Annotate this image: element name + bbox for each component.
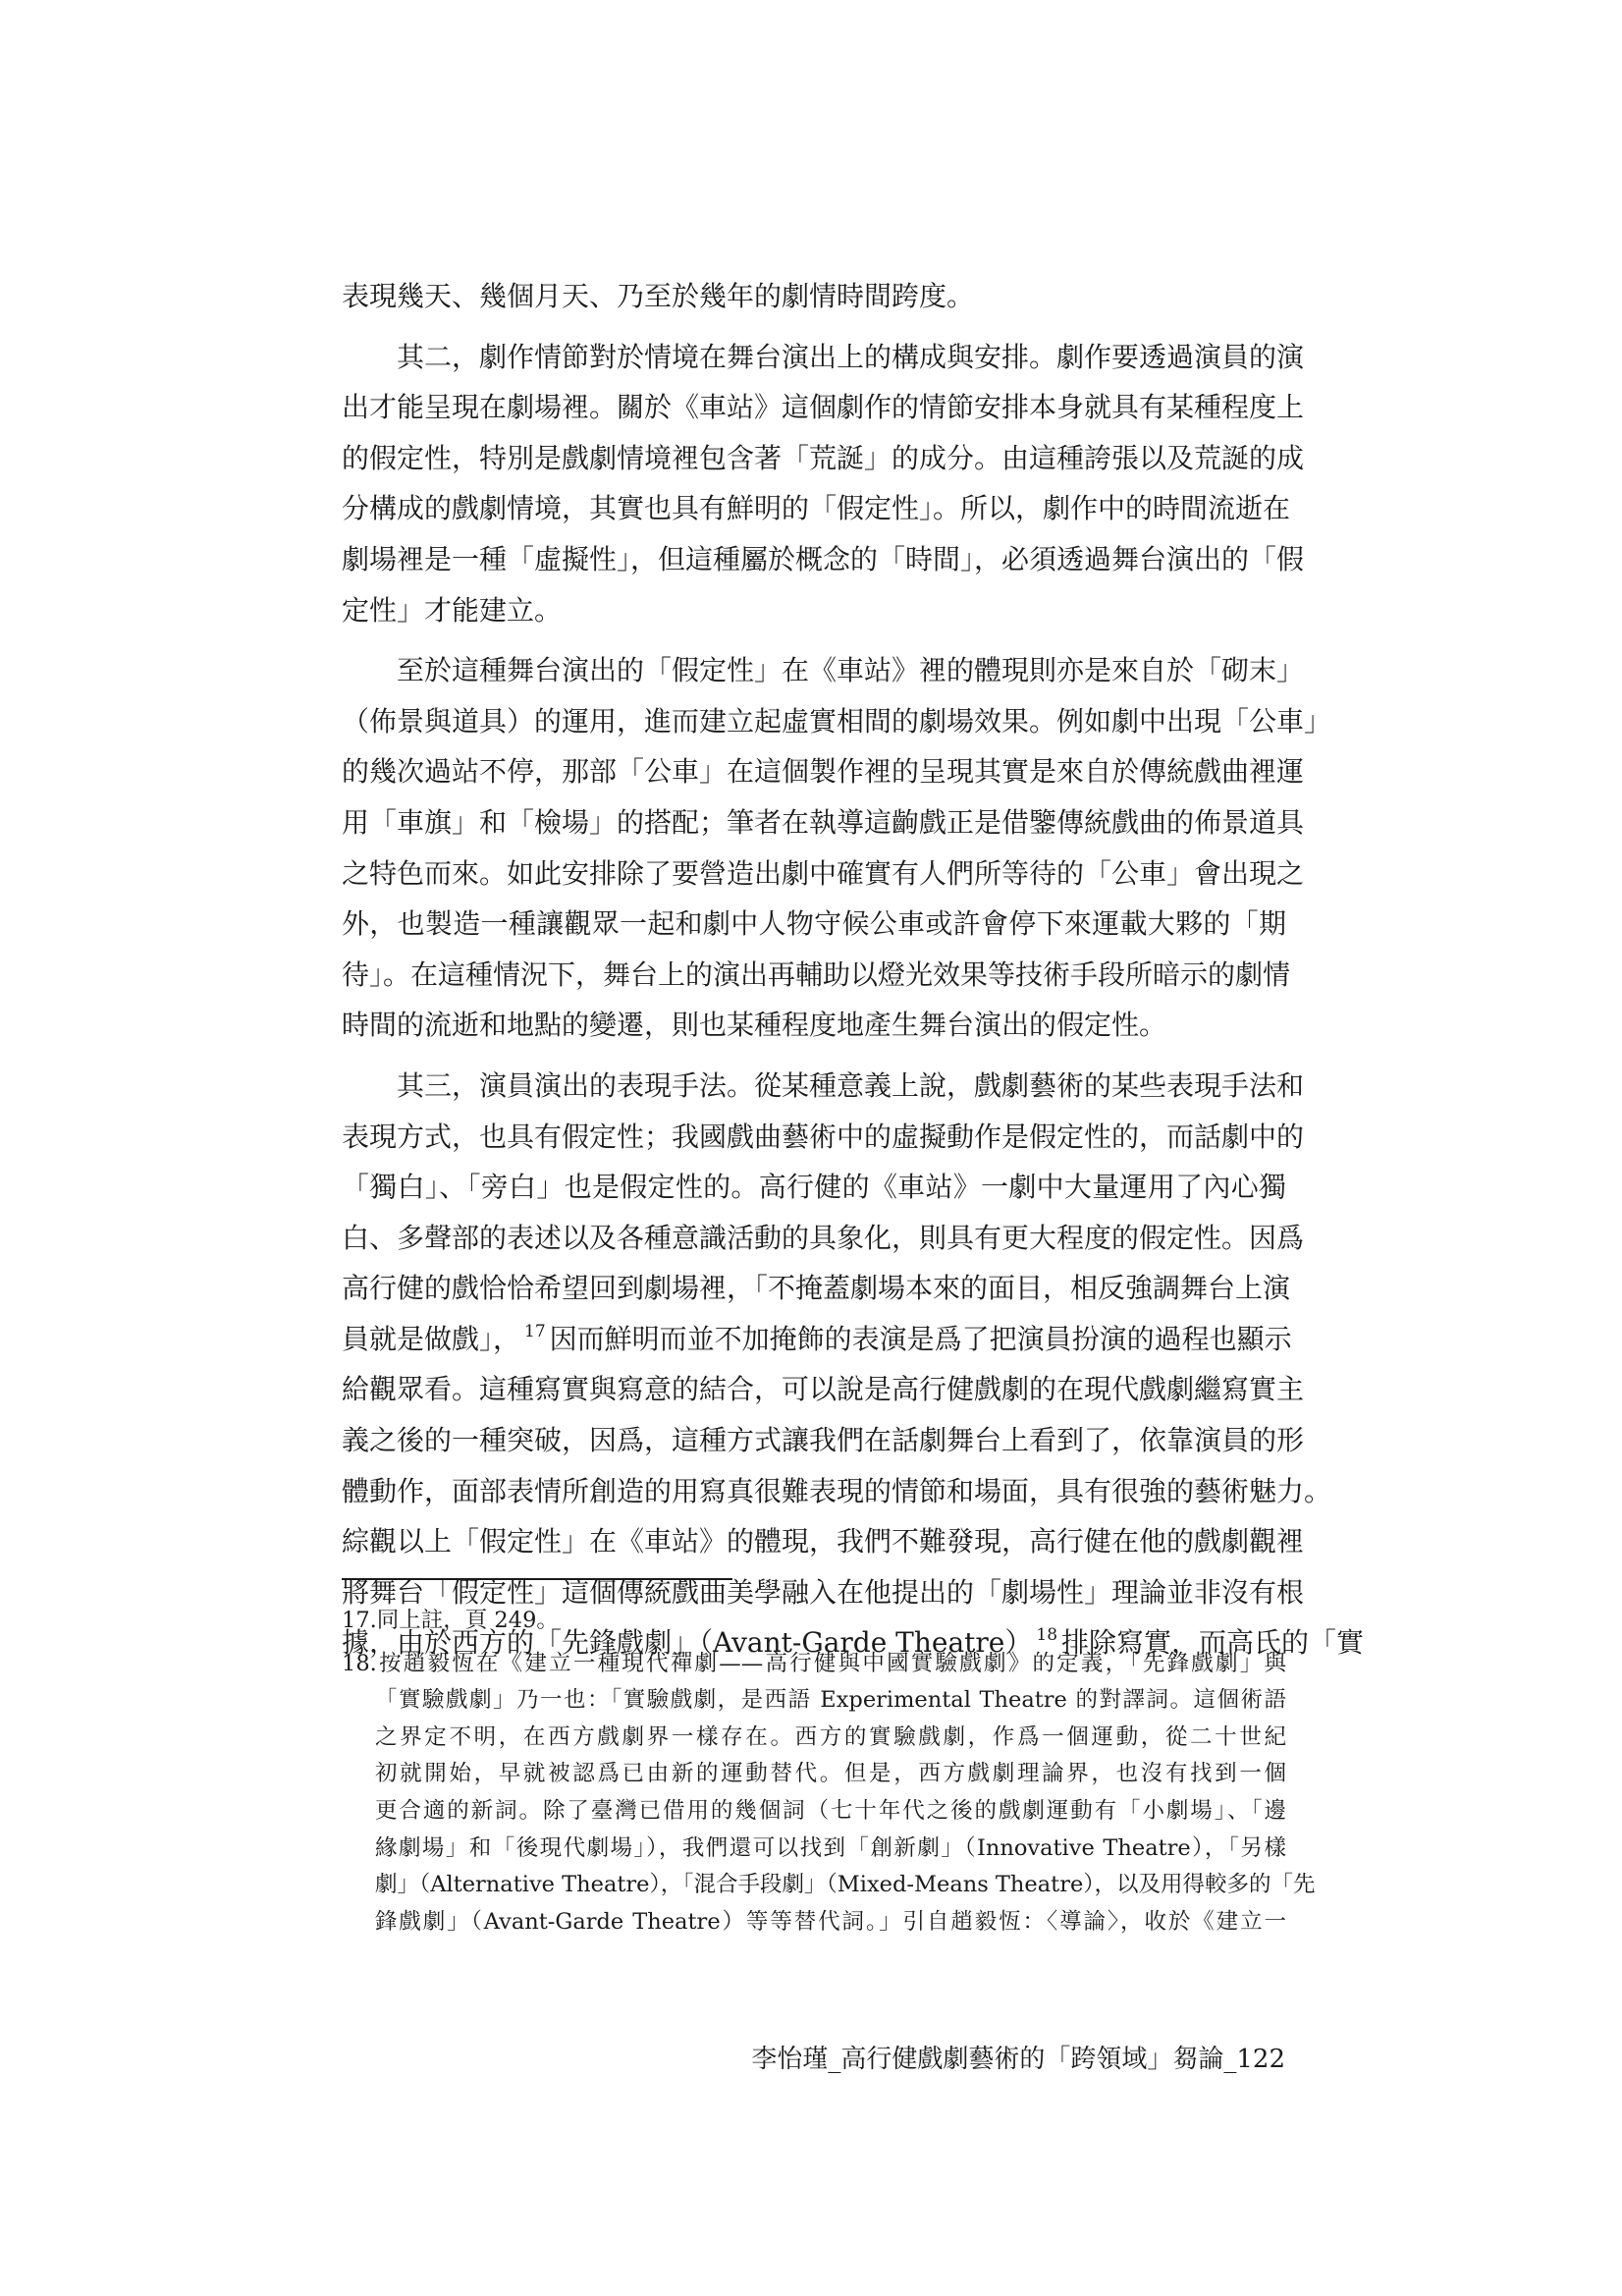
body-line: 體動作，面部表情所創造的用寫真很難表現的情節和場面，具有很強的藝術魅力。 xyxy=(342,1474,1332,1507)
body-line: 綜觀以上「假定性」在《車站》的體現，我們不難發現，高行健在他的戲劇觀裡 xyxy=(342,1525,1305,1558)
body-line: 分構成的戲劇情境，其實也具有鮮明的「假定性」。所以，劇作中的時間流逝在 xyxy=(342,492,1291,525)
body-line: 時間的流逝和地點的變遷，則也某種程度地產生舞台演出的假定性。 xyxy=(342,1009,1167,1042)
paragraph-gap xyxy=(342,1051,1286,1061)
body-line: 定性」才能建立。 xyxy=(342,593,563,627)
footnote-17: 17.同上註，頁 249。 xyxy=(342,1608,559,1633)
body-line: 其二，劇作情節對於情境在舞台演出上的構成與安排。劇作要透過演員的演 xyxy=(397,340,1305,373)
body-text-segment: 據，由於西方的「先鋒戲劇」（Avant-Garde Theatre） xyxy=(342,1626,1033,1660)
running-footer: 李怡瑾_高行健戲劇藝術的「跨領域」芻論_122 xyxy=(751,2045,1285,2074)
body-line: 「獨白」、「旁白」也是假定性的。高行健的《車站》一劇中大量運用了內心獨 xyxy=(342,1171,1286,1204)
footnotes-block xyxy=(342,1603,1316,1941)
body-line: 義之後的一種突破，因爲，這種方式讓我們在話劇舞台上看到了，依靠演員的形 xyxy=(342,1424,1305,1457)
body-line: 劇場裡是一種「虛擬性」，但這種屬於概念的「時間」，必須透過舞台演出的「假 xyxy=(342,542,1305,575)
footnote-18-line: 更合適的新詞。除了臺灣已借用的幾個詞（七十年代之後的戲劇運動有「小劇場」、「邊 xyxy=(375,1797,1286,1824)
body-text-segment: 排除寫實，而高氏的「實 xyxy=(1061,1626,1365,1660)
body-text-segment: 員就是做戲」， xyxy=(342,1322,521,1355)
body-line: 外，也製造一種讓觀眾一起和劇中人物守候公車或許會停下來運載大夥的「期 xyxy=(342,907,1286,941)
body-line-with-footnote-ref xyxy=(342,1314,1292,1365)
main-body-text xyxy=(342,271,1365,1668)
body-line: 表現幾天、幾個月天、乃至於幾年的劇情時間跨度。 xyxy=(342,280,975,312)
body-line: 將舞台「假定性」這個傳統戲曲美學融入在他提出的「劇場性」理論並非沒有根 xyxy=(342,1575,1305,1609)
body-line: 表現方式，也具有假定性；我國戲曲藝術中的虛擬動作是假定性的，而話劇中的 xyxy=(342,1120,1305,1153)
footnote-18-line: 鋒戲劇」（Avant-Garde Theatre）等等替代詞。」引自趙毅恆：〈導論〉，收於《建立一 xyxy=(375,1908,1286,1935)
body-line: 白、多聲部的表述以及各種意識活動的具象化，則具有更大程度的假定性。因爲 xyxy=(342,1221,1305,1254)
footnote-separator-rule xyxy=(342,1578,732,1580)
footnote-18-line: 之界定不明，在西方戲劇界一樣存在。西方的實驗戲劇，作爲一個運動，從二十世紀 xyxy=(375,1723,1286,1750)
footnote-18-line: 「實驗戲劇」乃一也：「實驗戲劇，是西語 Experimental Theatre 的對譯詞。這個術語 xyxy=(375,1687,1286,1714)
paragraph-gap xyxy=(342,635,1286,645)
body-line: 高行健的戲恰恰希望回到劇場裡，「不掩蓋劇場本來的面目，相反強調舞台上演 xyxy=(342,1272,1291,1305)
body-line: （佈景與道具）的運用，進而建立起虛實相間的劇場效果。例如劇中出現「公車」 xyxy=(342,704,1332,738)
body-line: 的假定性，特別是戲劇情境裡包含著「荒誕」的成分。由這種誇張以及荒誕的成 xyxy=(342,441,1305,474)
footnote-ref-17[interactable]: 17 xyxy=(524,1321,546,1341)
paragraph-gap xyxy=(342,322,1286,332)
body-line: 其三，演員演出的表現手法。從某種意義上說，戲劇藝術的某些表現手法和 xyxy=(397,1068,1305,1102)
footnote-ref-18[interactable]: 18 xyxy=(1036,1625,1058,1646)
body-line: 之特色而來。如此安排除了要營造出劇中確實有人們所等待的「公車」會出現之 xyxy=(342,856,1305,890)
body-line: 的幾次過站不停，那部「公車」在這個製作裡的呈現其實是來自於傳統戲曲裡運 xyxy=(342,755,1305,789)
footnote-18-line: 初就開始，早就被認爲已由新的運動替代。但是，西方戲劇理論界，也沒有找到一個 xyxy=(375,1761,1286,1787)
footnote-18-line: 劇」（Alternative Theatre），「混合手段劇」（Mixed-Means Theatre），以及用得較多的「先 xyxy=(375,1872,1316,1898)
body-line: 待」。在這種情況下，舞台上的演出再輔助以燈光效果等技術手段所暗示的劇情 xyxy=(342,957,1291,991)
body-line: 用「車旗」和「檢場」的搭配；筆者在執導這齣戲正是借鑒傳統戲曲的佈景道具 xyxy=(342,805,1305,839)
body-line: 給觀眾看。這種寫實與寫意的結合，可以說是高行健戲劇的在現代戲劇繼寫實主 xyxy=(342,1373,1305,1406)
body-line: 出才能呈現在劇場裡。關於《車站》這個劇作的情節安排本身就具有某種程度上 xyxy=(342,391,1305,424)
footnote-18-line: 緣劇場」和「後現代劇場」），我們還可以找到「創新劇」（Innovative Theatre），「另樣 xyxy=(375,1834,1286,1861)
footnote-18-line: 18.按趙毅恆在《建立一種現代禪劇——高行健與中國實驗戲劇》的定義，「先鋒戲劇」與 xyxy=(342,1650,1286,1676)
body-line: 至於這種舞台演出的「假定性」在《車站》裡的體現則亦是來自於「砌末」 xyxy=(397,654,1305,687)
body-text-segment: 因而鮮明而並不加掩飾的表演是爲了把演員扮演的過程也顯示 xyxy=(549,1322,1292,1355)
